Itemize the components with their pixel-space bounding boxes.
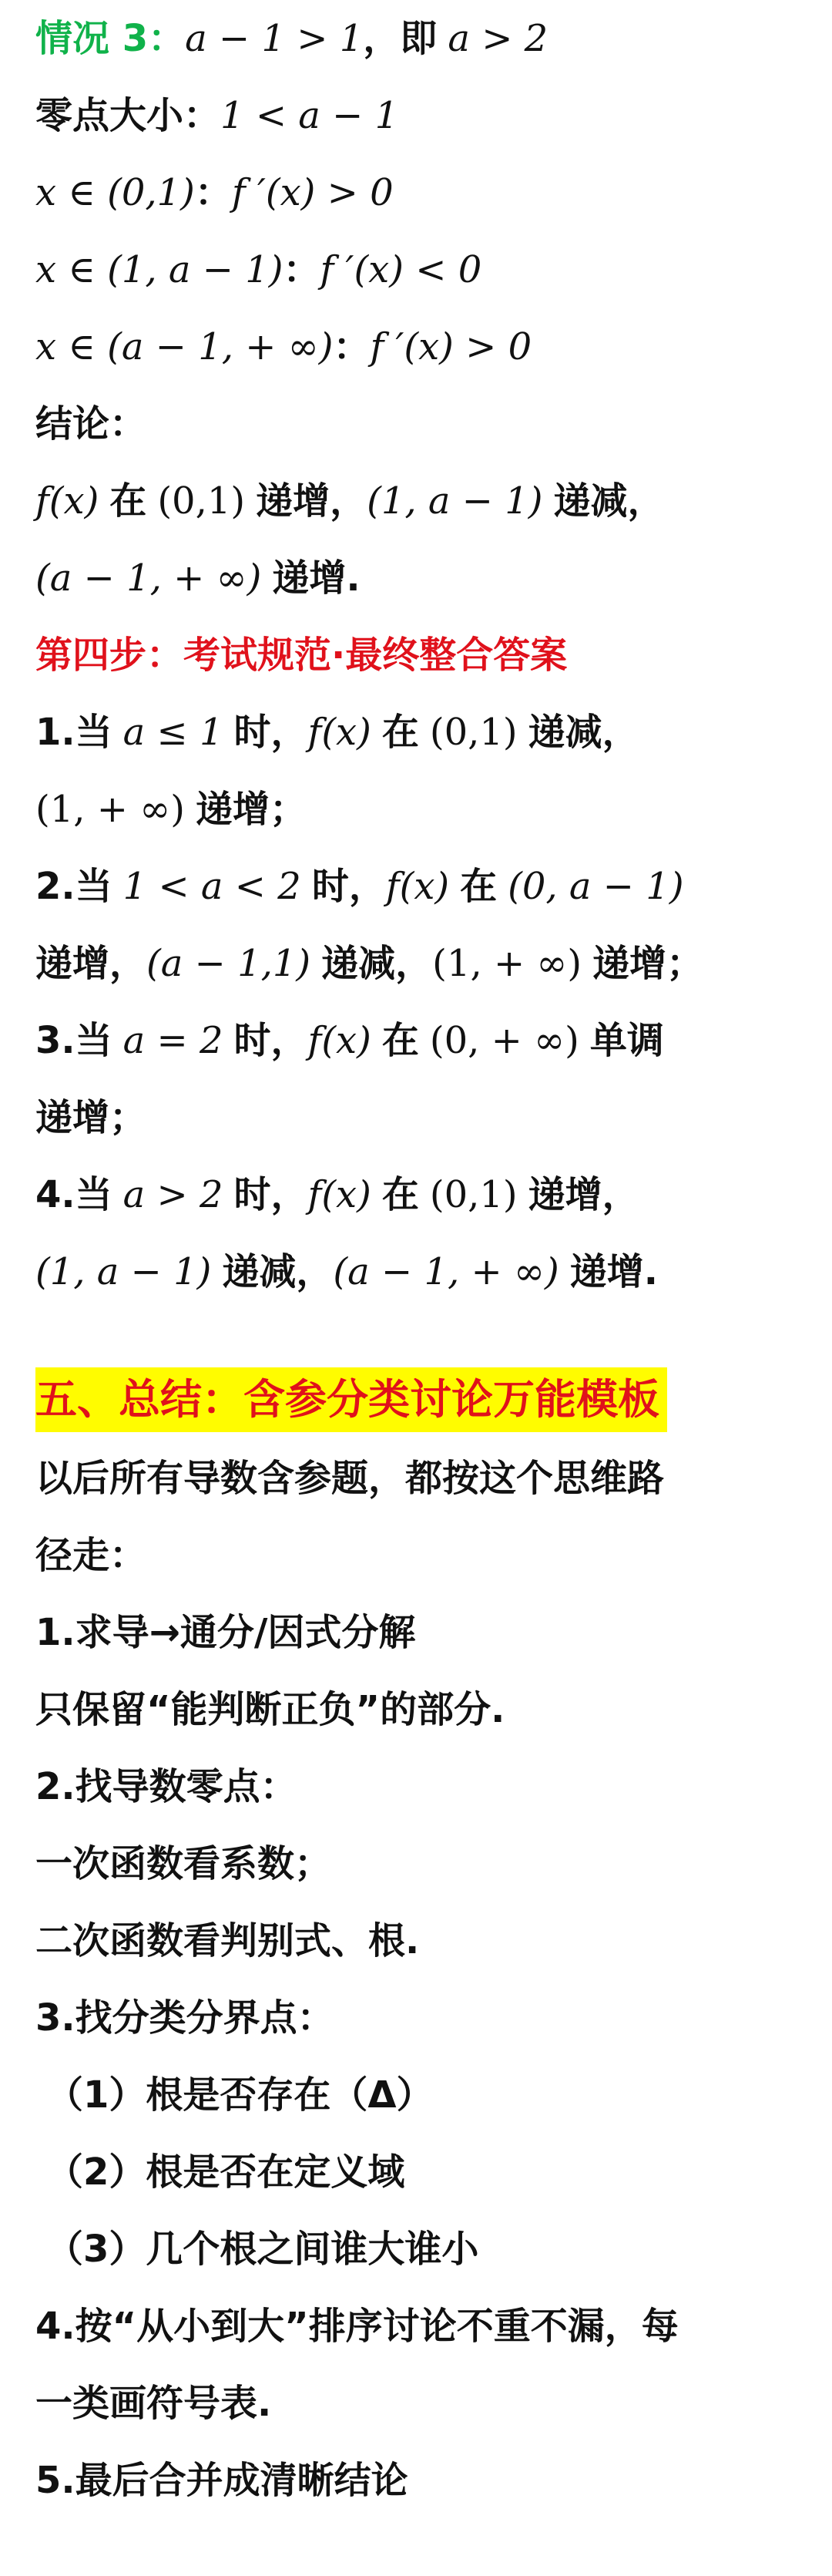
interval: (a − 1, + ∞) <box>35 557 262 600</box>
monotonic-word: 递增. <box>569 1250 658 1293</box>
zero-order-line <box>35 77 832 154</box>
interval: (1, a − 1) <box>367 479 543 523</box>
when-word: 时， <box>233 1173 308 1216</box>
interval: (a − 1, + ∞) <box>333 1250 559 1293</box>
colon: ： <box>333 325 371 368</box>
monotonic-word: 递减， <box>222 1250 334 1293</box>
summary-item: 二次函数看判别式、根. <box>35 1919 420 1962</box>
answer-number: 3.当 <box>35 1019 112 1062</box>
function: f(x) <box>307 1019 371 1062</box>
interval: (0,1) <box>429 711 518 754</box>
function: f(x) <box>35 479 99 523</box>
monotonic-word: 递增； <box>195 788 307 831</box>
interval: (0,1) <box>157 479 246 523</box>
interval: (0,1) <box>429 1173 518 1216</box>
answer-1-line-1 <box>35 694 832 771</box>
colon: ： <box>283 248 320 291</box>
when-word: 时， <box>311 865 386 908</box>
answer-4-line-2 <box>35 1233 832 1310</box>
derivative-sign: f ′(x) > 0 <box>370 325 532 368</box>
case3-condition: a − 1 > 1 <box>185 17 364 60</box>
summary-item: 5.最后合并成清晰结论 <box>35 2459 408 2502</box>
interval: (a − 1,1) <box>146 942 311 985</box>
monotonic-word: 递减， <box>553 479 665 523</box>
interval: (1, + ∞) <box>432 942 582 985</box>
in-word: 在 <box>460 865 498 908</box>
monotonic-word: 递增. <box>272 557 361 600</box>
derivative-sign: f ′(x) < 0 <box>320 248 482 291</box>
monotonic-word: 递减， <box>528 711 639 754</box>
when-word: 时， <box>233 711 308 754</box>
monotonic-word: 递增， <box>256 479 367 523</box>
spacer <box>35 1310 832 1363</box>
summary-item: （1）根是否存在（Δ） <box>46 2073 434 2117</box>
interval-sign-line <box>35 231 832 308</box>
interval-sign-line <box>35 308 832 385</box>
answer-condition: a > 2 <box>122 1173 223 1216</box>
conclusion-label: 结论： <box>35 402 147 446</box>
function: f(x) <box>385 865 450 908</box>
step4-heading: 第四步：考试规范·最终整合答案 <box>35 634 568 677</box>
summary-item: 2.找导数零点： <box>35 1765 297 1808</box>
summary-item: 一次函数看系数； <box>35 1842 332 1885</box>
summary-item: 只保留“能判断正负”的部分. <box>35 1688 505 1731</box>
when-word: 时， <box>233 1019 308 1062</box>
summary-intro-line-2: 径走： <box>35 1534 147 1577</box>
function: f(x) <box>307 711 371 754</box>
interval: (0, + ∞) <box>429 1019 579 1062</box>
answer-condition: a = 2 <box>122 1019 223 1062</box>
interval: (1, + ∞) <box>35 788 185 831</box>
interval: x ∈ (a − 1, + ∞) <box>35 325 334 368</box>
zero-order-label: 零点大小： <box>35 94 221 137</box>
summary-intro-line-1: 以后所有导数含参题，都按这个思维路 <box>35 1457 665 1500</box>
in-word: 在 <box>109 479 147 523</box>
summary-item: 4.按“从小到大”排序讨论不重不漏，每 <box>35 2305 679 2348</box>
answer-number: 1.当 <box>35 711 112 754</box>
monotonic-word: 递增； <box>592 942 704 985</box>
answer-4-line-1 <box>35 1156 832 1233</box>
conclusion-line-1 <box>35 462 832 540</box>
in-word: 在 <box>381 1019 419 1062</box>
monotonic-word: 递增， <box>35 942 147 985</box>
summary-heading-line <box>35 1363 832 1440</box>
in-word: 在 <box>381 711 419 754</box>
summary-item: 1.求导→通分/因式分解 <box>35 1611 416 1654</box>
summary-item: 3.找分类分界点： <box>35 1996 334 2040</box>
interval: x ∈ (0,1) <box>35 171 195 214</box>
interval-sign-line <box>35 154 832 231</box>
summary-item: （2）根是否在定义域 <box>46 2151 405 2194</box>
interval: x ∈ (1, a − 1) <box>35 248 283 291</box>
answer-condition: 1 < a < 2 <box>122 865 301 908</box>
zero-order-expr: 1 < a − 1 <box>220 94 399 137</box>
summary-item: （3）几个根之间谁大谁小 <box>46 2228 479 2271</box>
monotonic-word: 单调 <box>589 1019 664 1062</box>
case3-condition2: a > 2 <box>448 17 549 60</box>
summary-heading: 五、总结：含参分类讨论万能模板 <box>35 1367 667 1432</box>
case3-label: 情况 3： <box>35 17 186 60</box>
interval: (1, a − 1) <box>35 1250 212 1293</box>
summary-item: 一类画符号表. <box>35 2382 272 2425</box>
colon: ： <box>194 171 232 214</box>
answer-2-line-2 <box>35 925 832 1002</box>
answer-2-line-1 <box>35 848 832 925</box>
interval: (0, a − 1) <box>508 865 684 908</box>
answer-3-line-1 <box>35 1002 832 1079</box>
answer-1-line-2 <box>35 771 832 848</box>
derivative-sign: f ′(x) > 0 <box>231 171 394 214</box>
function: f(x) <box>307 1173 371 1216</box>
monotonic-word: 递减， <box>321 942 433 985</box>
case3-line <box>35 0 832 77</box>
in-word: 在 <box>381 1173 419 1216</box>
answer-number: 4.当 <box>35 1173 112 1216</box>
monotonic-word: 递增， <box>528 1173 639 1216</box>
answer-condition: a ≤ 1 <box>122 711 223 754</box>
case3-sep: ，即 <box>363 17 438 60</box>
conclusion-line-2 <box>35 540 832 617</box>
answer-number: 2.当 <box>35 865 112 908</box>
answer-3-line-2: 递增； <box>35 1096 147 1139</box>
